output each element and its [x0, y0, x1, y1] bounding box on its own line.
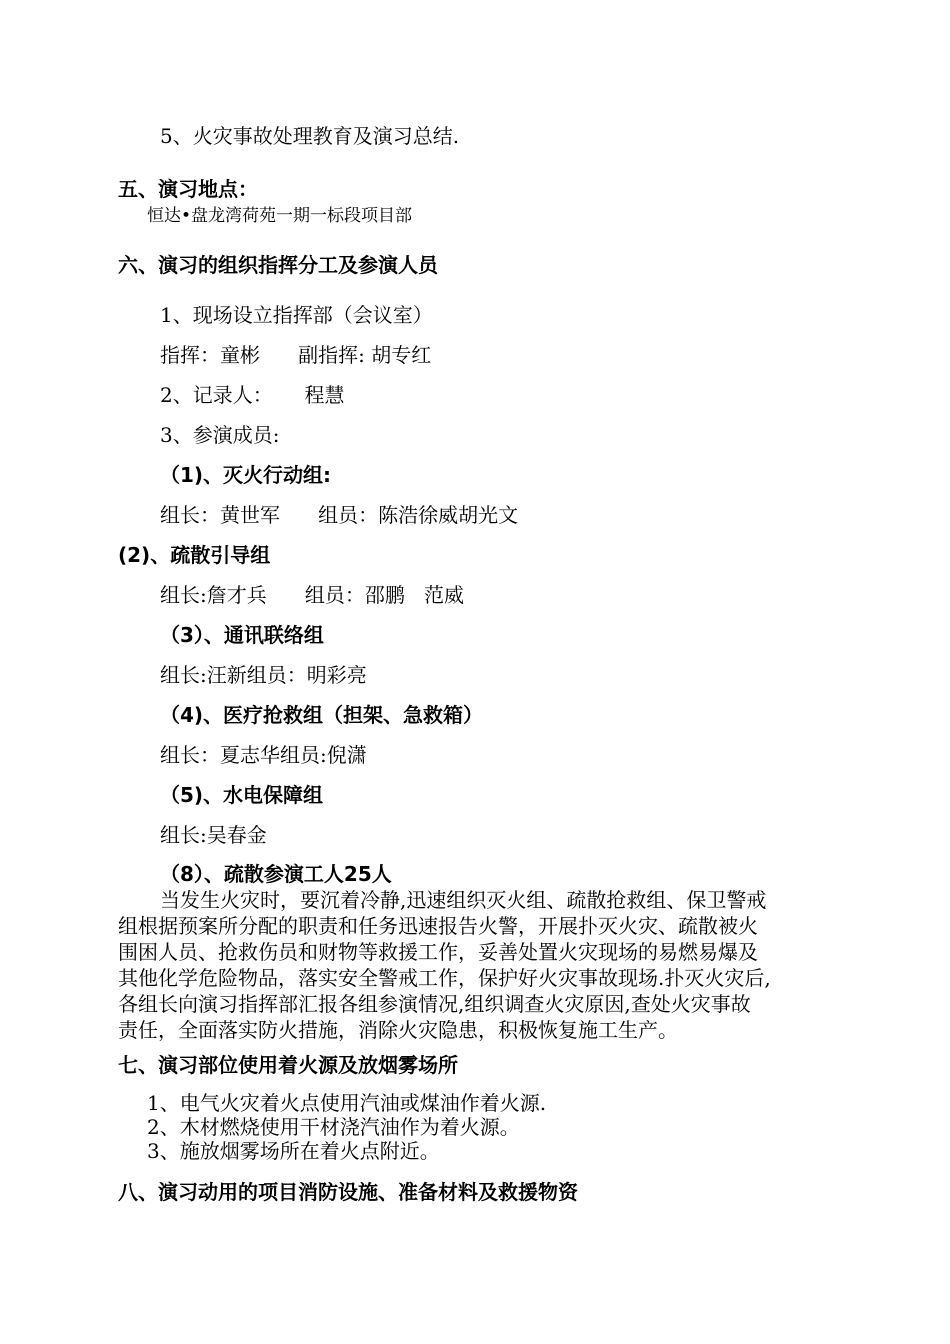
drill-location-text: 恒达•盘龙湾荷苑一期一标段项目部 — [147, 206, 413, 226]
paragraph-line-5: 各组长向演习指挥部汇报各组参演情况,组织调查火灾原因,查处火灾事故 — [118, 992, 751, 1016]
group-utilities-title: （5)、水电保障组 — [160, 783, 324, 807]
fire-source-item-1: 1、电气火灾着火点使用汽油或煤油作着火源. — [147, 1091, 547, 1115]
heading-fire-source: 七、演习部位使用着火源及放烟雾场所 — [118, 1053, 458, 1077]
group-medical-members: 组长：夏志华组员:倪潇 — [160, 743, 367, 767]
paragraph-line-1: 当发生火灾时，要沉着冷静,迅速组织灭火组、疏散抢救组、保卫警戒 — [160, 888, 767, 912]
paragraph-line-3: 围困人员、抢救伤员和财物等救援工作，妥善处置火灾现场的易燃易爆及 — [118, 940, 758, 964]
participants-label: 3、参演成员: — [160, 423, 280, 447]
paragraph-line-6: 责任，全面落实防火措施，消除火灾隐患，积极恢复施工生产。 — [118, 1018, 678, 1042]
group-firefighting-title: （1)、灭火行动组: — [160, 463, 332, 487]
group-utilities-members: 组长:吴春金 — [160, 823, 267, 847]
group-medical-title: （4)、医疗抢救组（担架、急救箱） — [160, 703, 484, 727]
paragraph-line-4: 其他化学危险物品，落实安全警戒工作，保护好火灾事故现场.扑灭火灾后, — [118, 966, 771, 990]
recorder-line: 2、记录人： 程慧 — [160, 383, 345, 407]
heading-facilities: 八、演习动用的项目消防设施、准备材料及救援物资 — [118, 1180, 578, 1204]
group-evacuation-members: 组长:詹才兵 组员：邵鹏 范威 — [160, 583, 464, 607]
group-communication-title: （3）、通讯联络组 — [160, 623, 324, 647]
heading-drill-location: 五、演习地点： — [118, 177, 258, 201]
commander-line: 指挥：童彬 副指挥: 胡专红 — [160, 343, 432, 367]
item-command-post: 1、现场设立指挥部（会议室） — [160, 303, 433, 327]
fire-source-item-2: 2、木材燃烧使用干材浇汽油作为着火源。 — [147, 1115, 520, 1139]
heading-organization: 六、演习的组织指挥分工及参演人员 — [118, 253, 438, 277]
paragraph-line-2: 组根据预案所分配的职责和任务迅速报告火警，开展扑灭火灾、疏散被火 — [118, 914, 758, 938]
group-firefighting-members: 组长：黄世军 组员：陈浩徐威胡光文 — [160, 503, 519, 527]
group-evacuation-title: (2)、疏散引导组 — [118, 543, 271, 567]
item-drill-summary: 5、火灾事故处理教育及演习总结. — [160, 124, 460, 148]
group-communication-members: 组长:汪新组员：明彩亮 — [160, 663, 367, 687]
fire-source-item-3: 3、施放烟雾场所在着火点附近。 — [147, 1139, 440, 1163]
group-workers-title: （8）、疏散参演工人25人 — [160, 862, 392, 886]
